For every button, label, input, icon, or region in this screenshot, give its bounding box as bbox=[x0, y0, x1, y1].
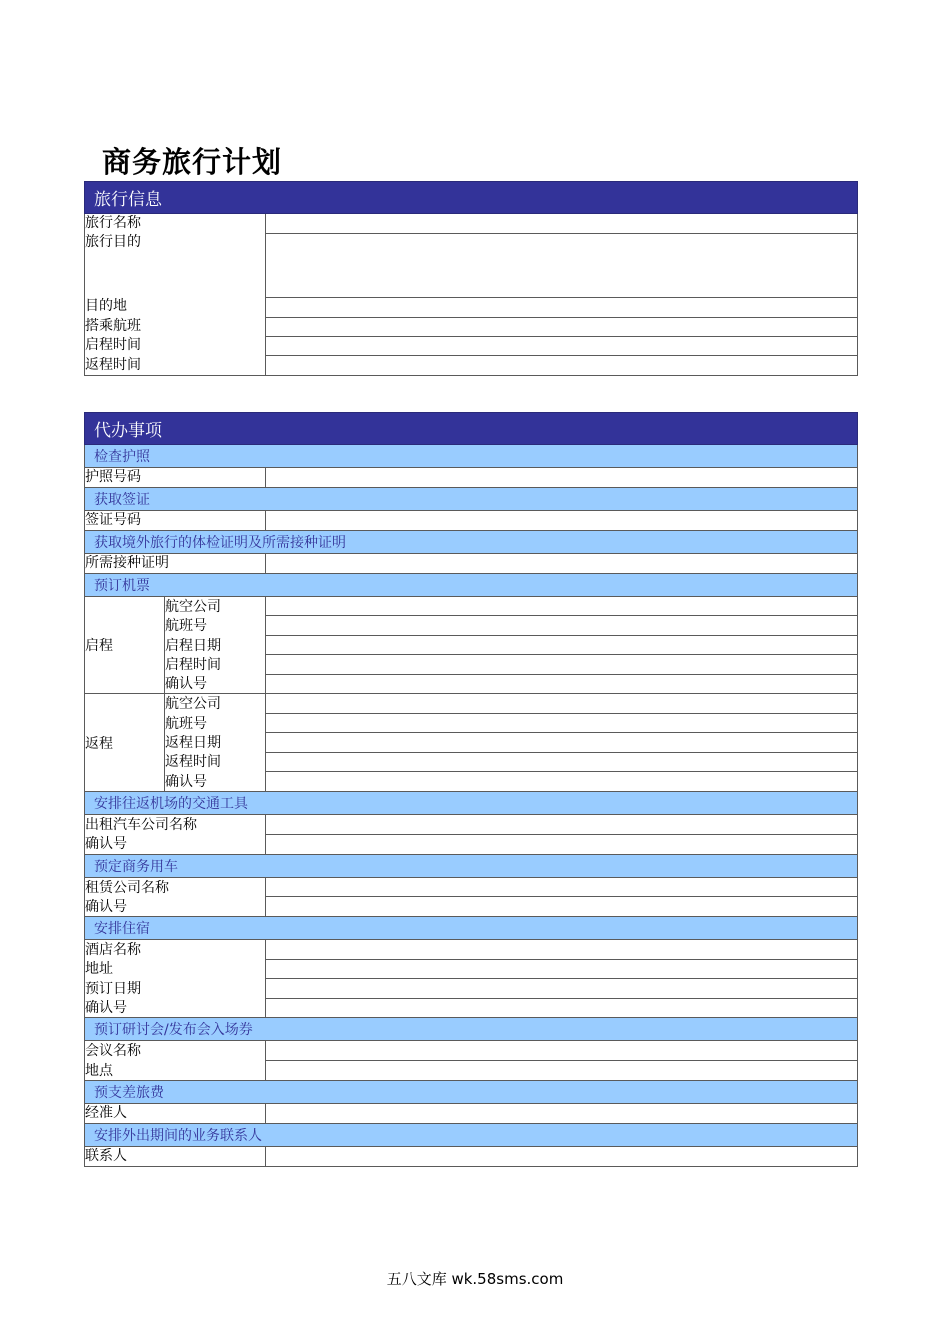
vaccination-field[interactable] bbox=[266, 554, 858, 574]
return-airline-field[interactable] bbox=[266, 694, 858, 713]
section-passport: 检查护照 bbox=[85, 445, 858, 468]
label-hotel-name: 酒店名称 bbox=[85, 942, 141, 959]
contact-field[interactable] bbox=[266, 1146, 858, 1166]
label-vaccination: 所需接种证明 bbox=[85, 554, 266, 574]
meeting-location-field[interactable] bbox=[266, 1061, 858, 1081]
departure-time-field[interactable] bbox=[266, 336, 858, 355]
passport-number-field[interactable] bbox=[266, 468, 858, 488]
taxi-confirmation-field[interactable] bbox=[266, 834, 858, 854]
return-date-field[interactable] bbox=[266, 733, 858, 752]
group-return: 返程 bbox=[85, 694, 165, 791]
destination-field[interactable] bbox=[266, 298, 858, 317]
page-title: 商务旅行计划 bbox=[102, 145, 283, 179]
label-hotel-address: 地址 bbox=[85, 961, 113, 978]
label-hotel-date: 预订日期 bbox=[85, 980, 141, 997]
section-health: 获取境外旅行的体检证明及所需接种证明 bbox=[85, 531, 858, 554]
label-hotel-confirmation: 确认号 bbox=[85, 1000, 127, 1017]
label-return-flight-no: 航班号 bbox=[165, 715, 207, 732]
label-return-date: 返程日期 bbox=[165, 735, 221, 752]
section-airport-transport: 安排往返机场的交通工具 bbox=[85, 791, 858, 814]
label-contact: 联系人 bbox=[85, 1146, 266, 1166]
meeting-name-field[interactable] bbox=[266, 1041, 858, 1061]
label-return-time: 返程时间 bbox=[165, 754, 221, 771]
return-time-field[interactable] bbox=[266, 752, 858, 771]
section-business-car: 预定商务用车 bbox=[85, 854, 858, 877]
trip-name-field[interactable] bbox=[266, 214, 858, 234]
rental-confirmation-field[interactable] bbox=[266, 897, 858, 917]
label-trip-name: 旅行名称 bbox=[85, 215, 141, 231]
hotel-date-field[interactable] bbox=[266, 979, 858, 999]
label-visa-number: 签证号码 bbox=[85, 511, 266, 531]
section-visa: 获取签证 bbox=[85, 488, 858, 511]
travel-info-labels bbox=[85, 214, 266, 376]
car-labels bbox=[85, 877, 266, 917]
return-time-field[interactable] bbox=[266, 356, 858, 375]
section-contact: 安排外出期间的业务联系人 bbox=[85, 1123, 858, 1146]
return-flight-no-field[interactable] bbox=[266, 713, 858, 732]
label-return-airline: 航空公司 bbox=[165, 696, 221, 713]
label-outbound-confirmation: 确认号 bbox=[165, 676, 207, 693]
label-outbound-time: 启程时间 bbox=[165, 656, 221, 673]
return-confirmation-field[interactable] bbox=[266, 772, 858, 792]
outbound-airline-field[interactable] bbox=[266, 597, 858, 616]
hotel-confirmation-field[interactable] bbox=[266, 998, 858, 1018]
hotel-address-field[interactable] bbox=[266, 959, 858, 979]
taxi-company-field[interactable] bbox=[266, 814, 858, 834]
seminar-labels bbox=[85, 1041, 266, 1081]
section-lodging: 安排住宿 bbox=[85, 917, 858, 940]
label-meeting-name: 会议名称 bbox=[85, 1043, 141, 1060]
label-destination: 目的地 bbox=[85, 298, 127, 314]
footer-watermark: 五八文库 wk.58sms.com bbox=[386, 1270, 564, 1288]
label-flight: 搭乘航班 bbox=[85, 317, 141, 334]
label-outbound-date: 启程日期 bbox=[165, 637, 221, 654]
outbound-flight-no-field[interactable] bbox=[266, 616, 858, 635]
outbound-confirmation-field[interactable] bbox=[266, 674, 858, 694]
flight-field[interactable] bbox=[266, 317, 858, 336]
outbound-date-field[interactable] bbox=[266, 635, 858, 654]
visa-number-field[interactable] bbox=[266, 511, 858, 531]
hotel-name-field[interactable] bbox=[266, 940, 858, 960]
airport-labels bbox=[85, 814, 266, 854]
label-approver: 经准人 bbox=[85, 1103, 266, 1123]
label-meeting-location: 地点 bbox=[85, 1062, 113, 1079]
label-outbound-airline: 航空公司 bbox=[165, 599, 221, 615]
approver-field[interactable] bbox=[266, 1103, 858, 1123]
section-flight: 预订机票 bbox=[85, 574, 858, 597]
outbound-time-field[interactable] bbox=[266, 655, 858, 674]
label-trip-purpose: 旅行目的 bbox=[85, 234, 141, 250]
label-rental-confirmation: 确认号 bbox=[85, 898, 127, 915]
todo-header: 代办事项 bbox=[85, 413, 858, 445]
label-departure-time: 启程时间 bbox=[85, 337, 141, 353]
label-rental-company: 租赁公司名称 bbox=[85, 879, 169, 896]
label-taxi-confirmation: 确认号 bbox=[85, 836, 127, 853]
outbound-labels bbox=[165, 597, 266, 694]
travel-info-header: 旅行信息 bbox=[85, 182, 858, 214]
todo-table bbox=[84, 412, 858, 1167]
hotel-labels bbox=[85, 940, 266, 1018]
travel-info-table bbox=[84, 181, 858, 376]
return-labels bbox=[165, 694, 266, 791]
label-taxi-company: 出租汽车公司名称 bbox=[85, 816, 197, 833]
section-seminar: 预订研讨会/发布会入场券 bbox=[85, 1018, 858, 1041]
label-return-confirmation: 确认号 bbox=[165, 773, 207, 790]
trip-purpose-field[interactable] bbox=[266, 234, 858, 298]
label-return-time: 返程时间 bbox=[85, 356, 141, 373]
group-outbound: 启程 bbox=[85, 597, 165, 694]
section-advance: 预支差旅费 bbox=[85, 1080, 858, 1103]
rental-company-field[interactable] bbox=[266, 877, 858, 897]
label-outbound-flight-no: 航班号 bbox=[165, 618, 207, 635]
label-passport-number: 护照号码 bbox=[85, 468, 266, 488]
